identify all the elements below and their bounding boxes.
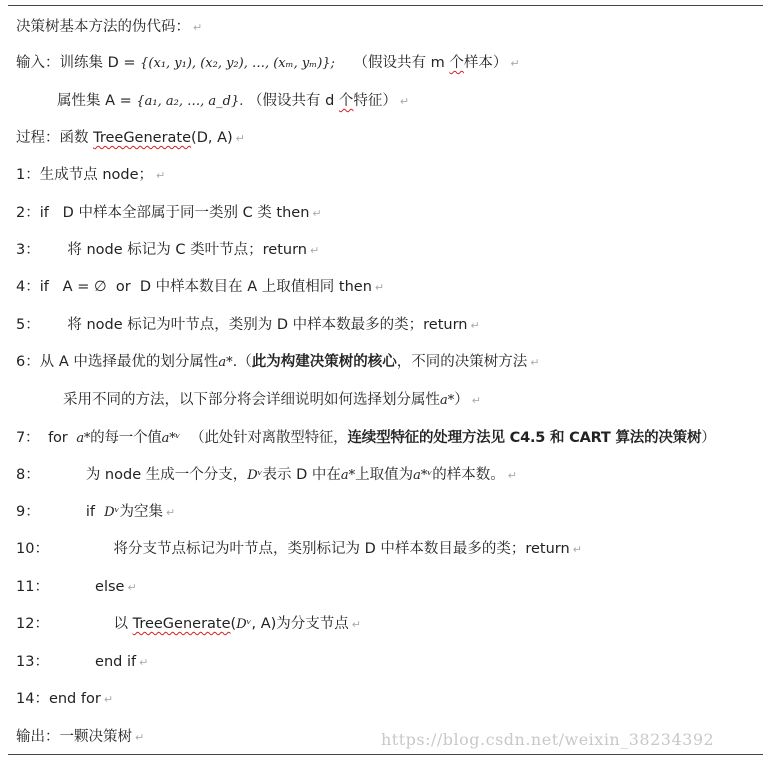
step-14: 14：end for ↵ — [16, 691, 114, 707]
step-5: 5： 将 node 标记为叶节点，类别为 D 中样本数最多的类；return ↵ — [16, 317, 480, 333]
step-6-continued: 采用不同的方法，以下部分将会详细说明如何选择划分属性a*） ↵ — [63, 392, 481, 408]
output-line: 输出：一颗决策树 ↵ — [16, 729, 145, 745]
input-line: 输入：训练集 D = {(x₁, y₁), (x₂, y₂), …, (xₘ, yₘ)}; （假设共有 m 个样本） ↵ — [16, 55, 520, 71]
step-12: 12： 以 TreeGenerate(Dᵛ, A)为分支节点 ↵ — [16, 616, 361, 632]
step-4: 4：if A = ∅ or D 中样本数目在 A 上取值相同 then ↵ — [16, 279, 385, 295]
step-10: 10： 将分支节点标记为叶节点，类别标记为 D 中样本数目最多的类；return ↵ — [16, 541, 582, 557]
top-rule — [8, 5, 763, 6]
step-6: 6：从 A 中选择最优的划分属性a*.（此为构建决策树的核心，不同的决策树方法 ↵ — [16, 354, 540, 370]
bottom-rule — [8, 754, 763, 755]
step-3: 3： 将 node 标记为 C 类叶节点；return ↵ — [16, 242, 320, 258]
step-1: 1：生成节点 node； ↵ — [16, 167, 166, 183]
step-8: 8： 为 node 生成一个分支，Dᵛ表示 D 中在a*上取值为a*ᵛ的样本数。 ↵ — [16, 467, 517, 483]
step-9: 9： if Dᵛ为空集 ↵ — [16, 504, 176, 520]
doc-title: 决策树基本方法的伪代码： ↵ — [16, 19, 203, 35]
watermark: https://blog.csdn.net/weixin_38234392 — [381, 730, 715, 749]
attribute-line: 属性集 A = {a₁, a₂, …, a_d}. （假设共有 d 个特征） ↵ — [57, 93, 410, 109]
step-2: 2：if D 中样本全部属于同一类别 C 类 then ↵ — [16, 205, 322, 221]
step-11: 11： else ↵ — [16, 579, 137, 595]
step-7: 7： for a*的每一个值a*ᵛ （此处针对离散型特征，连续型特征的处理方法见 C4.5 和 CART 算法的决策树） — [16, 430, 716, 446]
process-line: 过程：函数 TreeGenerate(D, A) ↵ — [16, 130, 245, 146]
step-13: 13： end if ↵ — [16, 654, 149, 670]
